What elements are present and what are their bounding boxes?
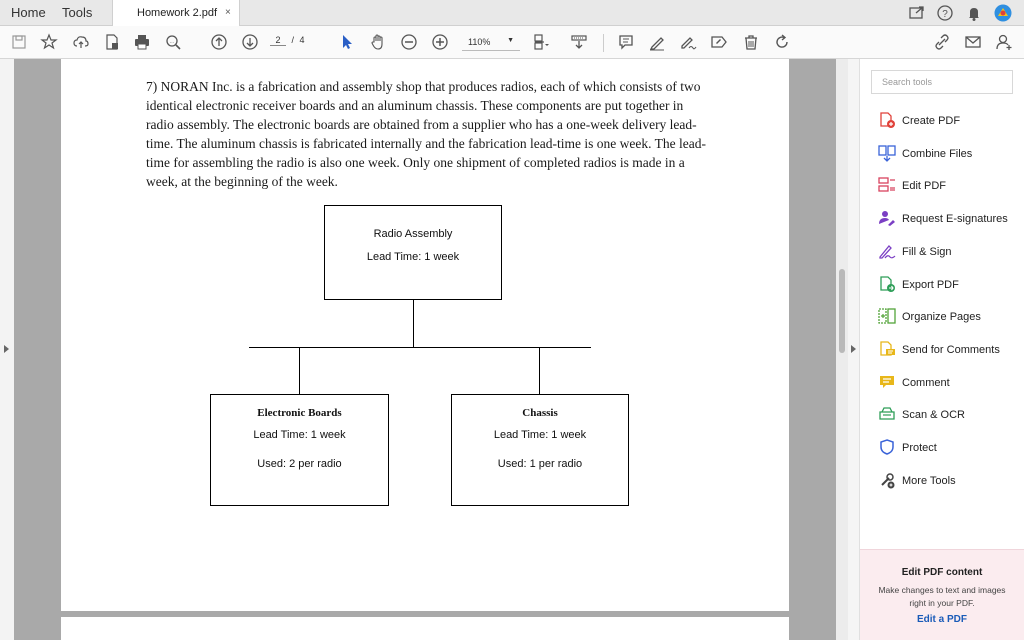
zoom-level-select[interactable]: [462, 35, 520, 51]
next-page-icon[interactable]: [241, 33, 259, 51]
fill-sign-icon: [878, 242, 896, 260]
share-screen-icon[interactable]: [908, 4, 926, 22]
tool-fill-sign[interactable]: [878, 242, 1024, 260]
node-title: Chassis: [522, 407, 558, 419]
vertical-scrollbar[interactable]: [836, 59, 848, 640]
node-lead-time: Lead Time: 1 week: [253, 429, 346, 441]
page-total: 4: [299, 35, 305, 45]
tool-label: Comment: [902, 376, 950, 389]
page-display-icon[interactable]: [532, 33, 550, 51]
previous-page-icon[interactable]: [210, 33, 228, 51]
tool-protect[interactable]: [878, 438, 1024, 456]
zoom-level-value: 110%: [468, 37, 491, 47]
print-icon[interactable]: [133, 33, 151, 51]
tab-document[interactable]: [112, 0, 240, 26]
create-file-icon[interactable]: [103, 33, 121, 51]
connector-right: [539, 347, 540, 394]
tab-home[interactable]: Home: [11, 5, 46, 20]
tool-scan-ocr[interactable]: [878, 405, 1024, 423]
scrolling-mode-icon[interactable]: [570, 33, 588, 51]
node-usage: Used: 2 per radio: [257, 458, 342, 470]
organize-pages-icon: [878, 307, 896, 325]
tool-export-pdf[interactable]: [878, 275, 1024, 293]
tool-organize-pages[interactable]: [878, 307, 1024, 325]
zoom-in-icon[interactable]: [431, 33, 449, 51]
tool-label: Protect: [902, 442, 937, 454]
tool-label: Create PDF: [902, 115, 961, 127]
tab-tools[interactable]: Tools: [62, 5, 93, 20]
tool-comment[interactable]: [878, 373, 1024, 391]
page-separator: /: [291, 35, 295, 45]
scan-ocr-icon: [878, 405, 896, 423]
document-viewer: [14, 59, 836, 640]
promo-description: Make changes to text and images right in your PDF.: [878, 585, 1006, 608]
user-avatar[interactable]: [994, 4, 1012, 22]
connector-left: [299, 347, 300, 394]
chevron-down-icon: ▼: [507, 37, 514, 44]
node-title: Electronic Boards: [257, 407, 342, 419]
tool-edit-pdf[interactable]: [878, 176, 1024, 194]
highlight-pen-icon[interactable]: [648, 33, 666, 51]
rotate-page-icon[interactable]: [773, 33, 791, 51]
tool-label: Combine Files: [902, 147, 973, 160]
tools-pane: [860, 59, 1024, 640]
add-comment-icon[interactable]: [617, 33, 635, 51]
delete-trash-icon[interactable]: [742, 33, 760, 51]
combine-files-icon: [878, 144, 896, 162]
pdf-page: [61, 59, 789, 611]
create-pdf-icon: [878, 111, 896, 129]
tool-label: Organize Pages: [902, 311, 981, 324]
promo-title: Edit PDF content: [901, 567, 983, 578]
document-tab-title: Homework 2.pdf: [137, 7, 218, 19]
diagram-node-chassis: [451, 394, 629, 506]
more-tools-icon: [878, 471, 896, 489]
tool-label: More Tools: [902, 474, 956, 487]
diagram-node-radio-assembly: [324, 205, 502, 300]
left-panel-collapse[interactable]: [0, 59, 14, 640]
select-cursor-icon[interactable]: [338, 33, 356, 51]
send-comments-icon: [878, 340, 896, 358]
edit-text-image-icon[interactable]: [710, 33, 728, 51]
toolbar: [0, 26, 1024, 59]
edit-a-pdf-link[interactable]: Edit a PDF: [916, 614, 967, 625]
tab-bar: [0, 0, 1024, 26]
help-icon[interactable]: [936, 4, 954, 22]
close-tab-icon[interactable]: ×: [225, 7, 231, 18]
tool-label: Edit PDF: [902, 180, 947, 193]
pdf-page-next: [61, 617, 789, 640]
bookmark-star-icon[interactable]: [40, 33, 58, 51]
expand-left-panel-icon[interactable]: [4, 345, 9, 353]
tool-label: Export PDF: [902, 278, 959, 291]
current-page-input[interactable]: 2: [270, 35, 286, 46]
collapse-right-panel-icon[interactable]: [851, 345, 856, 353]
add-user-icon[interactable]: [995, 33, 1013, 51]
tool-send-comments[interactable]: [878, 340, 1024, 358]
protect-icon: [878, 438, 896, 456]
node-lead-time: Lead Time: 1 week: [366, 251, 460, 263]
scrollbar-thumb[interactable]: [839, 269, 845, 353]
comment-icon: [878, 373, 896, 391]
tool-combine-files[interactable]: [878, 144, 1024, 162]
request-esign-icon: [878, 209, 896, 227]
node-usage: Used: 1 per radio: [497, 458, 583, 470]
node-lead-time: Lead Time: 1 week: [493, 429, 587, 441]
toolbar-divider: [603, 34, 604, 52]
tool-request-esign[interactable]: [878, 209, 1024, 227]
tool-label: Scan & OCR: [902, 409, 965, 422]
svg-text:?: ?: [942, 9, 948, 20]
edit-pdf-icon: [878, 176, 896, 194]
node-title: Radio Assembly: [373, 228, 453, 240]
share-link-icon[interactable]: [933, 33, 951, 51]
find-text-icon[interactable]: [164, 33, 182, 51]
email-envelope-icon[interactable]: [964, 33, 982, 51]
page-navigator: [270, 35, 305, 46]
tool-more-tools[interactable]: [878, 471, 1024, 489]
edit-pdf-promo: [860, 549, 1024, 640]
hand-pan-icon[interactable]: [369, 33, 387, 51]
upload-cloud-icon[interactable]: [72, 33, 90, 51]
tool-create-pdf[interactable]: [878, 111, 1024, 129]
notifications-bell-icon[interactable]: [965, 4, 983, 22]
export-pdf-icon: [878, 275, 896, 293]
save-icon[interactable]: [10, 33, 28, 51]
question-text: 7) NORAN Inc. is a fabrication and assembly shop that produces radios, each of which consists of two identical electronic receiver boards and an aluminum chassis. These components are put together in radio assembly. The electronic boards are obtained from a supplier who has a one-week delivery lead-time. The aluminum chassis is fabricated internally and the fabrication lead-time is one week. The lead-time for assembling the radio is also one week. Only one shipment of completed radios is made in a week, at the beginning of the week.: [146, 79, 706, 189]
right-panel-collapse[interactable]: [848, 59, 860, 640]
diagram-node-electronic-boards: [210, 394, 389, 506]
draw-freeform-icon[interactable]: [679, 33, 697, 51]
tool-label: Fill & Sign: [902, 245, 952, 258]
zoom-out-icon[interactable]: [400, 33, 418, 51]
tool-label: Request E-signatures: [902, 213, 1008, 226]
tool-label: Send for Comments: [902, 343, 1000, 356]
connector-vertical: [413, 300, 414, 348]
search-tools-input[interactable]: Search tools: [871, 70, 1013, 94]
svg-text:...: ...: [169, 39, 175, 45]
